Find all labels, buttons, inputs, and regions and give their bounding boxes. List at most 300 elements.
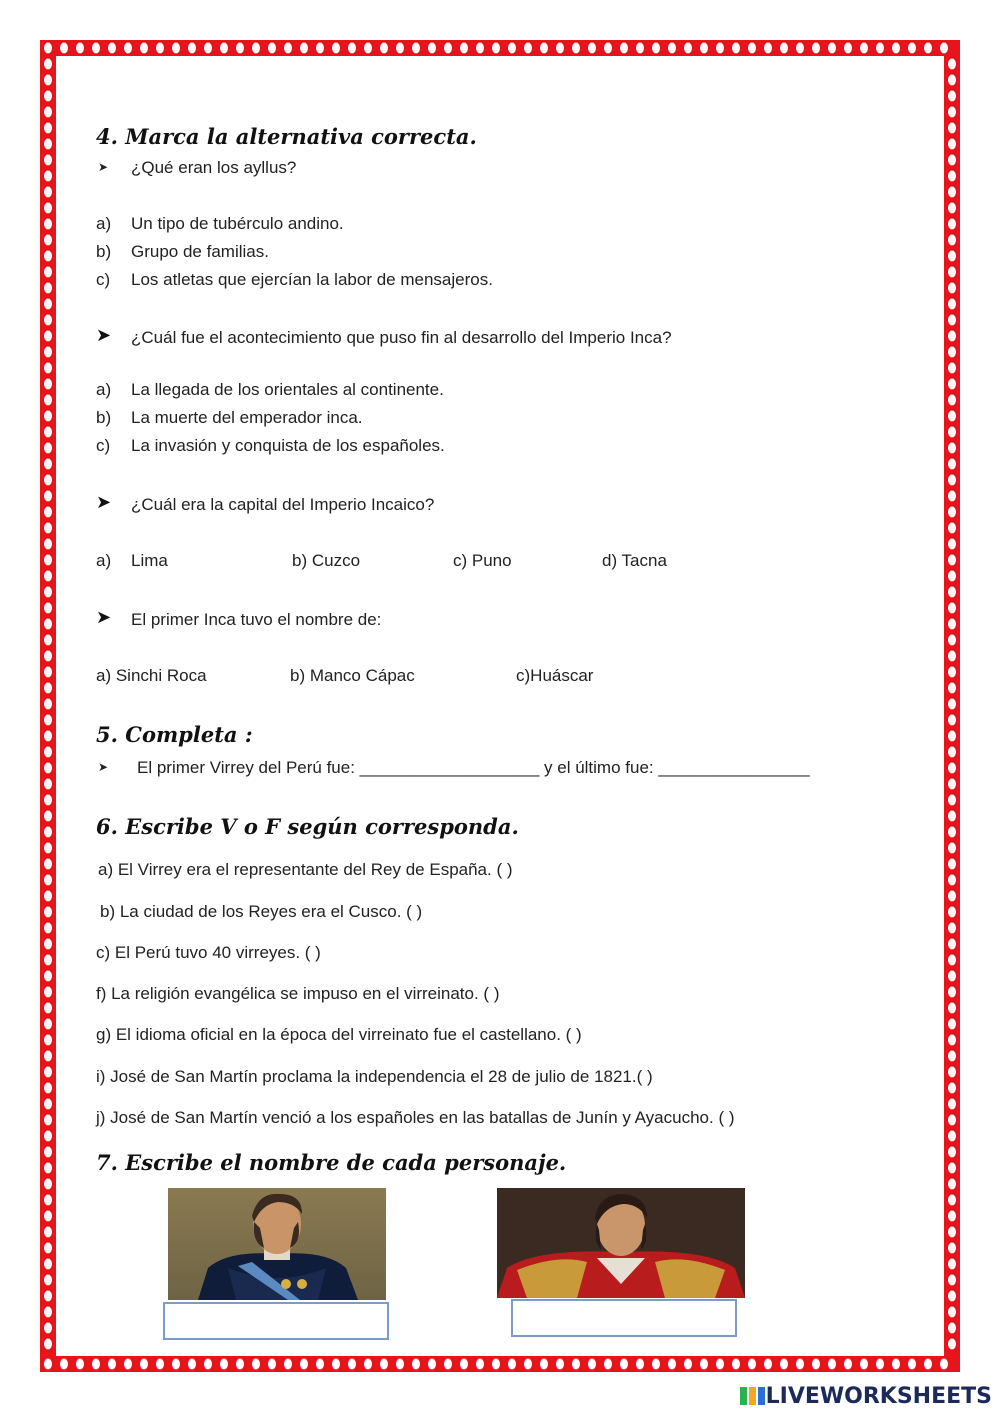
border-dot bbox=[748, 1359, 756, 1370]
border-dot bbox=[796, 1359, 804, 1370]
option-text[interactable]: d) Tacna bbox=[602, 551, 667, 570]
border-dot bbox=[44, 219, 52, 230]
border-dot bbox=[948, 571, 956, 582]
border-dot bbox=[236, 1359, 244, 1370]
border-dot bbox=[948, 683, 956, 694]
border-dot bbox=[44, 763, 52, 774]
border-dot bbox=[76, 43, 84, 54]
border-dot bbox=[668, 43, 676, 54]
border-dot bbox=[948, 827, 956, 838]
border-dot bbox=[940, 1359, 948, 1370]
border-dot bbox=[172, 43, 180, 54]
border-dot bbox=[476, 43, 484, 54]
border-dot bbox=[948, 1099, 956, 1110]
border-dot bbox=[812, 43, 820, 54]
border-dot bbox=[716, 1359, 724, 1370]
liveworksheets-logo[interactable] bbox=[740, 1383, 992, 1409]
arrow-bullet-icon: ➤ bbox=[98, 760, 109, 774]
border-dot bbox=[44, 683, 52, 694]
border-dot bbox=[412, 43, 420, 54]
border-dot bbox=[44, 1163, 52, 1174]
border-dot bbox=[948, 907, 956, 918]
border-dot bbox=[44, 1307, 52, 1318]
border-dot bbox=[44, 1291, 52, 1302]
border-dot bbox=[284, 43, 292, 54]
arrow-bullet-icon: ➤ bbox=[96, 607, 112, 627]
border-dot bbox=[948, 891, 956, 902]
border-dot bbox=[948, 699, 956, 710]
border-dot bbox=[524, 43, 532, 54]
option-text[interactable]: c) Puno bbox=[453, 551, 512, 570]
border-dot bbox=[652, 43, 660, 54]
border-dot bbox=[44, 619, 52, 630]
portrait-san-martin bbox=[168, 1188, 386, 1300]
border-dot bbox=[44, 1131, 52, 1142]
arrow-bullet-icon: ➤ bbox=[98, 160, 109, 174]
border-dot bbox=[588, 43, 596, 54]
option-label: b) bbox=[96, 242, 112, 261]
border-dot bbox=[732, 43, 740, 54]
border-dot bbox=[748, 43, 756, 54]
border-dot bbox=[492, 43, 500, 54]
border-dot bbox=[44, 939, 52, 950]
border-dot bbox=[60, 43, 68, 54]
border-dot bbox=[44, 635, 52, 646]
border-dot bbox=[684, 43, 692, 54]
border-dot bbox=[236, 43, 244, 54]
border-dot bbox=[948, 779, 956, 790]
border-dot bbox=[948, 859, 956, 870]
border-dot bbox=[948, 155, 956, 166]
true-false-item[interactable]: g) El idioma oficial en la época del virreinato fue el castellano. ( ) bbox=[96, 1025, 582, 1044]
border-dot bbox=[348, 43, 356, 54]
border-dot bbox=[44, 283, 52, 294]
border-dot bbox=[892, 43, 900, 54]
section5-heading: 5. Completa : bbox=[96, 722, 253, 747]
border-dot bbox=[908, 43, 916, 54]
option-label: a) bbox=[96, 551, 112, 570]
border-dot bbox=[948, 1051, 956, 1062]
border-dot bbox=[396, 43, 404, 54]
border-dot bbox=[948, 587, 956, 598]
border-dot bbox=[44, 1019, 52, 1030]
logo-icon bbox=[740, 1385, 766, 1407]
border-dot bbox=[604, 1359, 612, 1370]
border-dot bbox=[948, 539, 956, 550]
border-dot bbox=[188, 1359, 196, 1370]
option-label: c) bbox=[96, 436, 111, 455]
border-dot bbox=[44, 1259, 52, 1270]
option-text[interactable]: c)Huáscar bbox=[516, 666, 594, 685]
border-dot bbox=[924, 43, 932, 54]
border-dot bbox=[44, 1035, 52, 1046]
border-dot bbox=[828, 1359, 836, 1370]
border-dot bbox=[44, 1003, 52, 1014]
border-dot bbox=[948, 555, 956, 566]
border-dot bbox=[204, 43, 212, 54]
border-dot bbox=[948, 443, 956, 454]
border-dot bbox=[948, 171, 956, 182]
border-dot bbox=[140, 1359, 148, 1370]
border-dot bbox=[948, 843, 956, 854]
border-dot bbox=[948, 603, 956, 614]
border-dot bbox=[380, 1359, 388, 1370]
border-dot bbox=[764, 43, 772, 54]
border-dot bbox=[316, 1359, 324, 1370]
border-dot bbox=[948, 1307, 956, 1318]
border-dot bbox=[948, 1243, 956, 1254]
option-text[interactable]: Los atletas que ejercían la labor de mensajeros. bbox=[131, 270, 493, 289]
border-dot bbox=[948, 795, 956, 806]
border-dot bbox=[44, 1115, 52, 1126]
border-dot bbox=[948, 715, 956, 726]
border-dot bbox=[492, 1359, 500, 1370]
border-dot bbox=[948, 1323, 956, 1334]
border-dot bbox=[44, 907, 52, 918]
border-dot bbox=[940, 43, 948, 54]
border-dot bbox=[44, 955, 52, 966]
border-dot bbox=[948, 235, 956, 246]
border-dot bbox=[44, 971, 52, 982]
border-dot bbox=[44, 1051, 52, 1062]
option-text[interactable]: La llegada de los orientales al continente. bbox=[131, 380, 444, 399]
border-dot bbox=[188, 43, 196, 54]
border-dot bbox=[44, 59, 52, 70]
border-dot bbox=[44, 523, 52, 534]
option-text[interactable]: Un tipo de tubérculo andino. bbox=[131, 214, 344, 233]
border-dot bbox=[268, 1359, 276, 1370]
border-dot bbox=[948, 59, 956, 70]
border-dot bbox=[124, 43, 132, 54]
border-dot bbox=[948, 1067, 956, 1078]
border-dot bbox=[948, 523, 956, 534]
question-2: ¿Cuál fue el acontecimiento que puso fin al desarrollo del Imperio Inca? bbox=[131, 328, 672, 347]
border-dot bbox=[44, 1339, 52, 1350]
border-dot bbox=[44, 1099, 52, 1110]
border-dot bbox=[948, 1259, 956, 1270]
border-dot bbox=[44, 363, 52, 374]
border-dot bbox=[44, 715, 52, 726]
border-dot bbox=[412, 1359, 420, 1370]
border-dot bbox=[364, 43, 372, 54]
border-dot bbox=[948, 107, 956, 118]
option-label: a) bbox=[96, 214, 112, 233]
border-dot bbox=[948, 491, 956, 502]
border-dot bbox=[508, 1359, 516, 1370]
option-text[interactable]: La muerte del emperador inca. bbox=[131, 408, 363, 427]
border-dot bbox=[948, 635, 956, 646]
border-dot bbox=[604, 43, 612, 54]
arrow-bullet-icon: ➤ bbox=[96, 492, 112, 512]
border-dot bbox=[948, 91, 956, 102]
border-dot bbox=[44, 859, 52, 870]
border-dot bbox=[332, 1359, 340, 1370]
border-dot bbox=[44, 555, 52, 566]
border-dot bbox=[44, 1211, 52, 1222]
border-dot bbox=[108, 43, 116, 54]
border-dot bbox=[44, 1275, 52, 1286]
border-dot bbox=[684, 1359, 692, 1370]
arrow-bullet-icon: ➤ bbox=[96, 325, 112, 345]
border-dot bbox=[44, 139, 52, 150]
border-dot bbox=[652, 1359, 660, 1370]
border-dot bbox=[44, 299, 52, 310]
true-false-item[interactable]: b) La ciudad de los Reyes era el Cusco. ( ) bbox=[100, 902, 423, 921]
border-dot bbox=[812, 1359, 820, 1370]
border-dot bbox=[948, 939, 956, 950]
border-dot bbox=[44, 1243, 52, 1254]
border-dot bbox=[556, 1359, 564, 1370]
border-dot bbox=[44, 811, 52, 822]
border-dot bbox=[572, 1359, 580, 1370]
border-dot bbox=[948, 1211, 956, 1222]
border-dot bbox=[44, 411, 52, 422]
border-dot bbox=[428, 43, 436, 54]
border-dot bbox=[364, 1359, 372, 1370]
border-dot bbox=[948, 475, 956, 486]
answer-box-1[interactable] bbox=[163, 1302, 389, 1340]
border-dot bbox=[860, 43, 868, 54]
border-dot bbox=[844, 1359, 852, 1370]
border-dot bbox=[44, 843, 52, 854]
border-dot bbox=[44, 507, 52, 518]
logo-text: LIVEWORKSHEETS bbox=[765, 1383, 992, 1409]
section6-heading: 6. Escribe V o F según corresponda. bbox=[96, 814, 519, 839]
border-dot bbox=[540, 43, 548, 54]
border-dot bbox=[924, 1359, 932, 1370]
border-dot bbox=[948, 987, 956, 998]
border-dot bbox=[44, 987, 52, 998]
option-text[interactable]: b) Cuzco bbox=[292, 551, 361, 570]
border-dot bbox=[860, 1359, 868, 1370]
border-dot bbox=[252, 1359, 260, 1370]
border-dot bbox=[44, 475, 52, 486]
border-dot bbox=[636, 1359, 644, 1370]
true-false-item[interactable]: f) La religión evangélica se impuso en el virreinato. ( ) bbox=[96, 984, 500, 1003]
border-dot bbox=[948, 1291, 956, 1302]
answer-box-2[interactable] bbox=[511, 1299, 737, 1337]
border-dot bbox=[44, 1323, 52, 1334]
border-dot bbox=[268, 43, 276, 54]
option-text[interactable]: a) Sinchi Roca bbox=[96, 666, 207, 685]
border-dot bbox=[844, 43, 852, 54]
border-dot bbox=[948, 507, 956, 518]
border-dot bbox=[44, 395, 52, 406]
border-dot bbox=[44, 235, 52, 246]
border-dot bbox=[428, 1359, 436, 1370]
border-dot bbox=[588, 1359, 596, 1370]
border-dot bbox=[636, 43, 644, 54]
border-dot bbox=[284, 1359, 292, 1370]
border-dot bbox=[172, 1359, 180, 1370]
border-dot bbox=[44, 443, 52, 454]
true-false-item[interactable]: i) José de San Martín proclama la independencia el 28 de julio de 1821.( ) bbox=[96, 1067, 653, 1086]
border-dot bbox=[948, 187, 956, 198]
option-text[interactable]: Lima bbox=[131, 551, 168, 570]
border-dot bbox=[572, 43, 580, 54]
true-false-item[interactable]: a) El Virrey era el representante del Rey de España. ( ) bbox=[98, 860, 513, 879]
border-dot bbox=[948, 315, 956, 326]
option-label: a) bbox=[96, 380, 112, 399]
border-dot bbox=[44, 347, 52, 358]
border-dot bbox=[948, 1003, 956, 1014]
border-dot bbox=[460, 43, 468, 54]
border-dot bbox=[396, 1359, 404, 1370]
border-dot bbox=[948, 1195, 956, 1206]
border-dot bbox=[44, 667, 52, 678]
border-dot bbox=[44, 315, 52, 326]
border-dot bbox=[948, 75, 956, 86]
border-dot bbox=[44, 1359, 52, 1370]
border-dot bbox=[44, 1083, 52, 1094]
border-dot bbox=[44, 251, 52, 262]
border-dot bbox=[948, 395, 956, 406]
border-dot bbox=[252, 43, 260, 54]
true-false-item[interactable]: j) José de San Martín venció a los españoles en las batallas de Junín y Ayacucho. ( ) bbox=[96, 1108, 735, 1127]
border-dot bbox=[44, 43, 52, 54]
border-dot bbox=[700, 43, 708, 54]
border-dot bbox=[44, 491, 52, 502]
border-dot bbox=[948, 427, 956, 438]
border-dot bbox=[948, 299, 956, 310]
border-dot bbox=[948, 1035, 956, 1046]
border-dot bbox=[92, 1359, 100, 1370]
option-label: b) bbox=[96, 408, 112, 427]
border-dot bbox=[380, 43, 388, 54]
border-dot bbox=[948, 219, 956, 230]
border-dot bbox=[44, 651, 52, 662]
border-dot bbox=[764, 1359, 772, 1370]
border-dot bbox=[44, 1195, 52, 1206]
border-dot bbox=[948, 747, 956, 758]
section7-heading: 7. Escribe el nombre de cada personaje. bbox=[96, 1150, 567, 1175]
border-dot bbox=[44, 1227, 52, 1238]
border-dot bbox=[44, 699, 52, 710]
section4-heading: 4. Marca la alternativa correcta. bbox=[96, 124, 477, 149]
border-dot bbox=[44, 1067, 52, 1078]
border-dot bbox=[508, 43, 516, 54]
border-dot bbox=[948, 379, 956, 390]
border-dot bbox=[332, 43, 340, 54]
border-dot bbox=[948, 875, 956, 886]
border-dot bbox=[876, 1359, 884, 1370]
border-dot bbox=[44, 187, 52, 198]
border-dot bbox=[44, 379, 52, 390]
option-text[interactable]: b) Manco Cápac bbox=[290, 666, 415, 685]
border-dot bbox=[348, 1359, 356, 1370]
border-dot bbox=[556, 43, 564, 54]
border-dot bbox=[948, 1147, 956, 1158]
border-dot bbox=[44, 539, 52, 550]
border-dot bbox=[948, 459, 956, 470]
border-dot bbox=[44, 571, 52, 582]
border-dot bbox=[44, 171, 52, 182]
border-dot bbox=[44, 1147, 52, 1158]
border-dot bbox=[948, 923, 956, 934]
border-dot bbox=[948, 1083, 956, 1094]
border-dot bbox=[220, 43, 228, 54]
border-dot bbox=[92, 43, 100, 54]
border-dot bbox=[44, 587, 52, 598]
border-dot bbox=[60, 1359, 68, 1370]
border-dot bbox=[828, 43, 836, 54]
border-dot bbox=[460, 1359, 468, 1370]
border-dot bbox=[948, 347, 956, 358]
border-dot bbox=[780, 1359, 788, 1370]
border-dot bbox=[44, 923, 52, 934]
border-dot bbox=[948, 363, 956, 374]
border-dot bbox=[620, 43, 628, 54]
border-dot bbox=[156, 43, 164, 54]
border-dot bbox=[948, 667, 956, 678]
border-dot bbox=[668, 1359, 676, 1370]
option-text[interactable]: Grupo de familias. bbox=[131, 242, 269, 261]
border-dot bbox=[316, 43, 324, 54]
border-dot bbox=[948, 619, 956, 630]
border-dot bbox=[44, 75, 52, 86]
border-dot bbox=[156, 1359, 164, 1370]
border-dot bbox=[948, 1275, 956, 1286]
border-dot bbox=[780, 43, 788, 54]
border-dot bbox=[876, 43, 884, 54]
border-dot bbox=[948, 651, 956, 662]
border-dot bbox=[444, 1359, 452, 1370]
border-dot bbox=[44, 731, 52, 742]
border-dot bbox=[44, 123, 52, 134]
border-dot bbox=[948, 955, 956, 966]
border-dot bbox=[948, 731, 956, 742]
border-dot bbox=[948, 267, 956, 278]
border-dot bbox=[948, 1019, 956, 1030]
border-dot bbox=[948, 1179, 956, 1190]
border-dot bbox=[44, 827, 52, 838]
border-dot bbox=[44, 107, 52, 118]
border-dot bbox=[44, 155, 52, 166]
border-dot bbox=[124, 1359, 132, 1370]
border-dot bbox=[44, 795, 52, 806]
border-dot bbox=[948, 811, 956, 822]
border-dot bbox=[948, 1115, 956, 1126]
border-dot bbox=[620, 1359, 628, 1370]
border-dot bbox=[204, 1359, 212, 1370]
border-dot bbox=[44, 91, 52, 102]
border-dot bbox=[44, 779, 52, 790]
border-dot bbox=[948, 1227, 956, 1238]
border-dot bbox=[300, 43, 308, 54]
question-4: El primer Inca tuvo el nombre de: bbox=[131, 610, 382, 629]
border-dot bbox=[44, 427, 52, 438]
border-dot bbox=[44, 267, 52, 278]
border-dot bbox=[44, 1179, 52, 1190]
border-dot bbox=[44, 891, 52, 902]
border-dot bbox=[524, 1359, 532, 1370]
border-dot bbox=[948, 411, 956, 422]
border-dot bbox=[892, 1359, 900, 1370]
border-dot bbox=[948, 763, 956, 774]
border-dot bbox=[540, 1359, 548, 1370]
border-dot bbox=[716, 43, 724, 54]
border-dot bbox=[948, 283, 956, 294]
border-dot bbox=[948, 251, 956, 262]
portrait-bolivar bbox=[497, 1188, 745, 1298]
true-false-item[interactable]: c) El Perú tuvo 40 virreyes. ( ) bbox=[96, 943, 321, 962]
border-dot bbox=[948, 331, 956, 342]
option-text[interactable]: La invasión y conquista de los españoles. bbox=[131, 436, 445, 455]
question-1: ¿Qué eran los ayllus? bbox=[131, 158, 297, 177]
fill-in-line[interactable]: El primer Virrey del Perú fue: ___________________ y el último fue: ________________ bbox=[137, 758, 810, 777]
border-dot bbox=[44, 203, 52, 214]
border-dot bbox=[948, 139, 956, 150]
